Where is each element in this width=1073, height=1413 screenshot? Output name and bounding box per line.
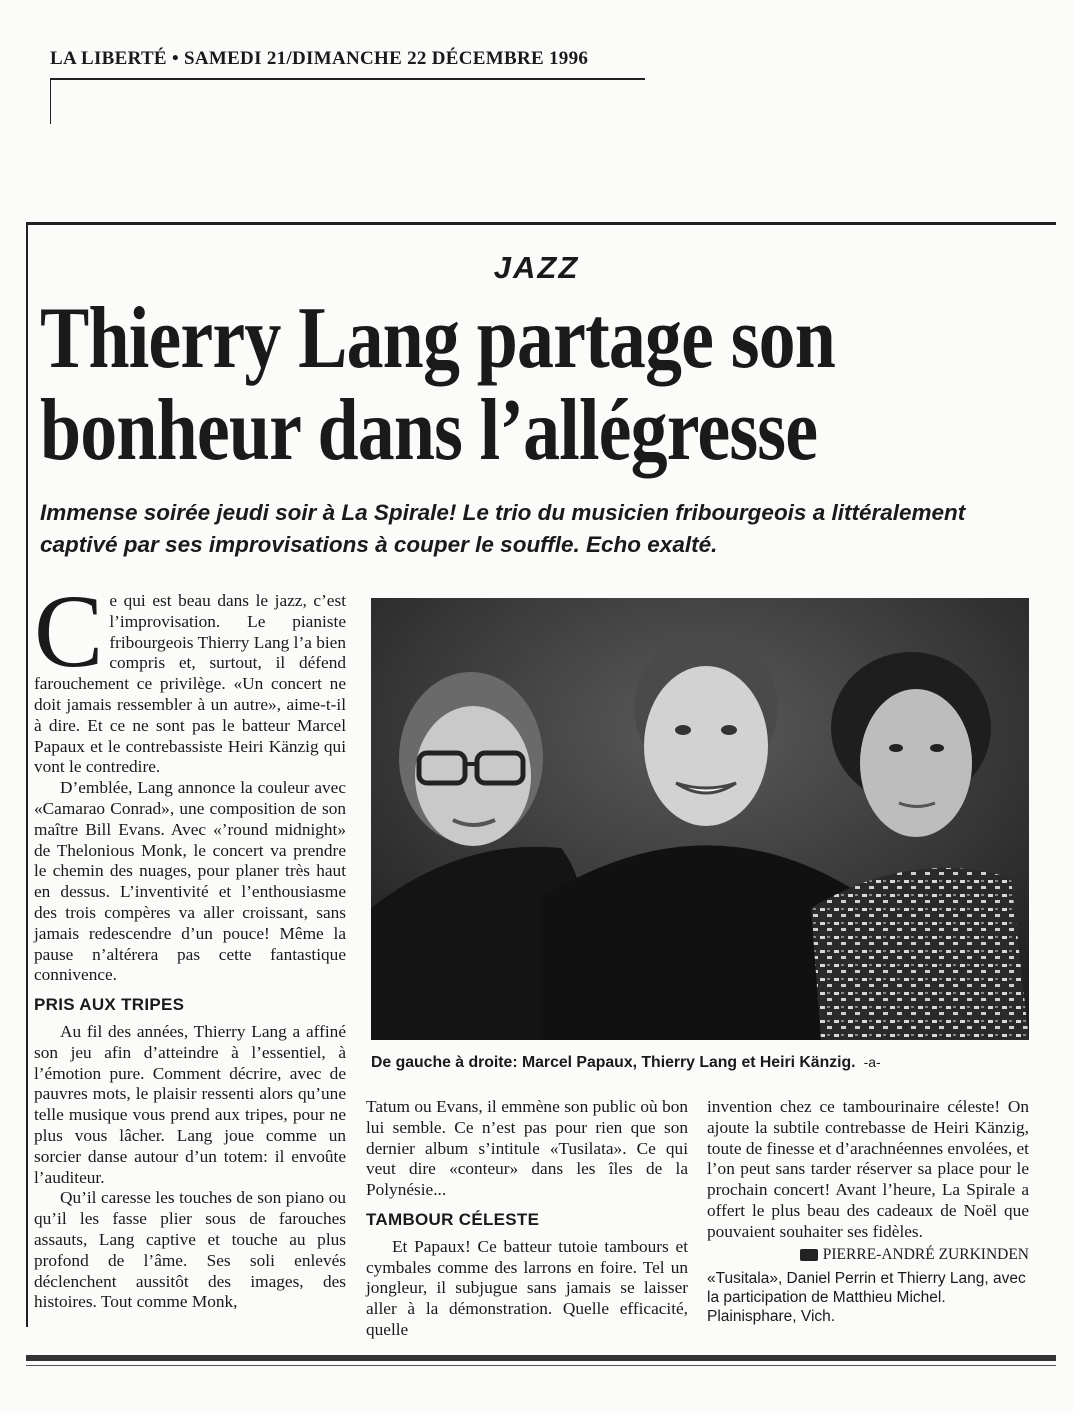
subhead-pris-aux-tripes: PRIS AUX TRIPES bbox=[34, 995, 185, 1015]
article-frame-left bbox=[26, 222, 28, 1327]
headline bbox=[40, 290, 888, 479]
masthead-rule bbox=[50, 78, 645, 80]
column-2 bbox=[366, 1097, 688, 1341]
masthead-vertical-rule bbox=[50, 78, 51, 124]
newspaper-logo-icon bbox=[800, 1249, 818, 1261]
paragraph-5: Tatum ou Evans, il emmène son public où bon lui semble. Ce n’est pas pour rien que son dernier album s’intitule «Tusilata». Ce qui veut dire «conteur» dans les îles de la Polynésie... bbox=[366, 1097, 688, 1200]
paragraph-7: invention chez ce tambourinaire céleste! On ajoute la subtile contrebasse de Heiri Känzig, toute de finesse et d’arachnéennes envolées, et l’on peut sans tarder réserver sa place pour le prochain concert! Avant l’heure, La Spirale a offert le plus beau des cadeaux de Noël que pouvaient souhaiter ses fidèles. bbox=[707, 1097, 1029, 1241]
article-frame-bottom-thin bbox=[26, 1365, 1056, 1366]
trio-photo-image bbox=[371, 598, 1029, 1040]
photo-caption bbox=[371, 1054, 1029, 1072]
article-frame-top bbox=[26, 222, 1056, 225]
trio-photo bbox=[371, 598, 1029, 1040]
column-3 bbox=[707, 1097, 1029, 1326]
headline-line-1: Thierry Lang partage son bbox=[40, 290, 836, 387]
paragraph-4: Qu’il caresse les touches de son piano ou qu’il les fasse plier sous de farouches assauts, Lang captive et touche au plus profond de l’âme. Ses soli enlevés déclenchent aussitôt des images, des histoires. Tout comme Monk, bbox=[34, 1188, 346, 1312]
paragraph-3: Au fil des années, Thierry Lang a affiné son jeu afin d’atteindre à l’essentiel, à l’émotion pure. Comment décrire, avec de pauvres mots, le plaisir ressenti alors qu’une telle musique vous prend aux tripes, pour ne plus vous lâcher. Lang joue comme un sorcier danse autour d’un totem: il envoûte l’auditeur. bbox=[34, 1021, 346, 1187]
drop-cap: C bbox=[34, 574, 104, 689]
section-kicker: JAZZ bbox=[493, 250, 580, 285]
paragraph-2: D’emblée, Lang annonce la couleur avec «Camarao Conrad», une composition de son maître Bill Evans. Avec «’round midnight» de Thelonious Monk, le concert va prendre le chemin des nuages, pour planer très haut en dessus. L’inventivité et l’enthousiasme des trois compères va aller croissant, sans jamais redescendre d’un pouce! Même la pause n’altérera pas cette fantastique connivence. bbox=[34, 778, 346, 985]
lead-paragraph: Immense soirée jeudi soir à La Spirale! Le trio du musicien fribourgeois a littéralement captivé par ses improvisations à couper le souffle. Echo exalté. bbox=[40, 500, 966, 557]
subhead-tambour-celeste: TAMBOUR CÉLESTE bbox=[366, 1209, 540, 1229]
photo-caption-text: De gauche à droite: Marcel Papaux, Thierry Lang et Heiri Känzig. bbox=[371, 1054, 856, 1071]
paragraph-1 bbox=[34, 574, 346, 778]
article-frame-bottom bbox=[26, 1355, 1056, 1361]
author-name: PIERRE-ANDRÉ ZURKINDEN bbox=[822, 1245, 1029, 1263]
author-signature bbox=[707, 1245, 1029, 1266]
photo-credit: -a- bbox=[863, 1054, 881, 1070]
person-middle-face bbox=[644, 666, 768, 826]
paragraph-6: Et Papaux! Ce batteur tutoie tambours et cymbales comme des larrons en foire. Tel un jongleur, il subjugue sans jamais se laisser aller à la démonstration. Quelle efficacité, quelle bbox=[366, 1236, 688, 1339]
person-right-face bbox=[860, 689, 972, 837]
paragraph-1-text: e qui est beau dans le jazz, c’est l’improvisation. Le pianiste fribourgeois Thierry Lang l’a bien compris et, surtout, il défend farouchement ce privilège. «Un concert ne doit jamais ressembler à un autre», aime-t-il à dire. Et ce ne sont pas le batteur Marcel Papaux et le contrebassiste Heiri Känzig qui vont le contredire. bbox=[34, 591, 346, 777]
album-credit: «Tusitala», Daniel Perrin et Thierry Lang, avec la participation de Matthieu Michel. Plainisphare, Vich. bbox=[707, 1270, 1026, 1326]
person-right-sweater bbox=[811, 868, 1029, 1040]
masthead: LA LIBERTÉ • SAMEDI 21/DIMANCHE 22 DÉCEMBRE 1996 bbox=[50, 48, 589, 69]
column-1 bbox=[34, 574, 346, 1313]
headline-line-2: bonheur dans l’allégresse bbox=[40, 382, 818, 479]
